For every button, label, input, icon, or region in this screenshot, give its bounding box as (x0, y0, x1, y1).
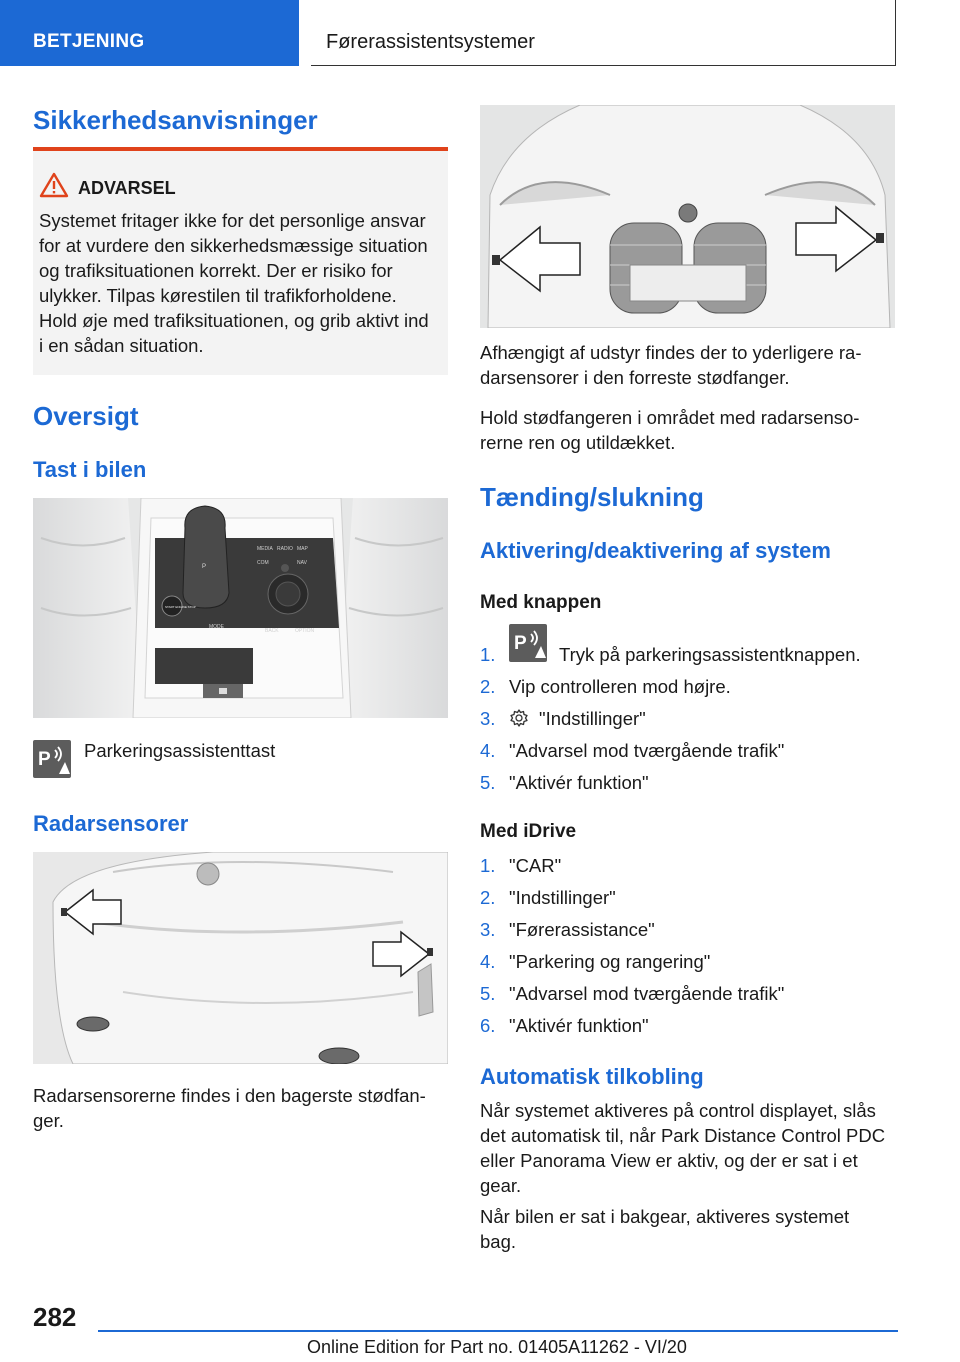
start-stop-label: START ENGINE STOP (165, 605, 196, 609)
front-radar-text (480, 340, 900, 390)
list-item (480, 853, 910, 885)
step-number: 3. (480, 919, 496, 940)
text-line: bag. (480, 1231, 517, 1252)
text-line: rerne ren og utildækket. (480, 432, 676, 453)
button-steps-list (480, 633, 910, 802)
step-number: 1. (480, 855, 496, 876)
list-item (480, 1013, 910, 1045)
mode-label: MODE (209, 624, 224, 630)
safety-heading: Sikkerhedsanvisninger (33, 105, 318, 135)
page-number: 282 (33, 1302, 77, 1332)
footer-edition: Online Edition for Part no. 01405A11262 - VI/20 (307, 1337, 687, 1357)
text-line: darsensorer i den forreste stødfanger. (480, 367, 790, 388)
step-text: "CAR" (509, 855, 562, 876)
footer-rule (98, 1330, 898, 1332)
step-number: 5. (480, 772, 496, 793)
step-number: 1. (480, 644, 496, 665)
auto-heading: Automatisk tilkobling (480, 1064, 704, 1089)
step-text: Tryk på parkeringsassistentknappen. (559, 644, 861, 665)
step-text: "Advarsel mod tværgående trafik" (509, 740, 785, 761)
warning-line: for at vurdere den sikkerhedsmæssige situation (39, 235, 428, 256)
reverse-text (480, 1204, 900, 1254)
step-text: "Førerassistance" (509, 919, 655, 940)
step-number: 2. (480, 676, 496, 697)
svg-text:P: P (38, 749, 51, 770)
step-number: 2. (480, 887, 496, 908)
step-text: "Advarsel mod tværgående trafik" (509, 983, 785, 1004)
list-item (480, 949, 910, 981)
map-label: MAP (297, 546, 308, 552)
warning-line: Systemet fritager ikke for det personlige ansvar (39, 210, 426, 231)
step-number: 5. (480, 983, 496, 1004)
step-text: "Parkering og rangering" (509, 951, 711, 972)
center-console-illustration (33, 498, 448, 718)
overview-heading: Oversigt (33, 401, 139, 431)
text-line: gear. (480, 1175, 522, 1196)
section-title: BETJENING (33, 31, 145, 52)
warning-triangle-icon (39, 172, 69, 198)
com-label: COM (257, 560, 269, 566)
step-number: 4. (480, 951, 496, 972)
warning-line: og trafiksituationen korrekt. Der er risiko for (39, 260, 393, 281)
pdc-button-caption: Parkeringsassistenttast (84, 740, 276, 761)
option-label: OPTION (295, 628, 315, 634)
text-line: eller Panorama View er aktiv, og der er sat i et (480, 1150, 858, 1171)
warning-line: i en sådan situation. (39, 335, 204, 356)
list-item (480, 674, 910, 706)
park-label: P (202, 564, 207, 570)
step-text: Vip controlleren mod højre. (509, 676, 731, 697)
radar-heading: Radarsensorer (33, 811, 189, 836)
step-number: 3. (480, 708, 496, 729)
text-line: Hold stødfangeren i området med radarsenso- (480, 407, 860, 428)
warning-line: ulykker. Tilpas kørestilen til trafikforholdene. (39, 285, 397, 306)
section-tab (0, 0, 299, 66)
activation-heading: Aktivering/deaktivering af system (480, 538, 831, 563)
text-line: det automatisk til, når Park Distance Control PDC (480, 1125, 886, 1146)
list-item (480, 633, 910, 674)
front-bumper-illustration (480, 105, 895, 328)
list-item (480, 738, 910, 770)
step-text: "Indstillinger" (539, 708, 646, 729)
step-text: "Aktivér funktion" (509, 1015, 649, 1036)
button-heading: Tast i bilen (33, 457, 147, 482)
list-item (480, 706, 910, 738)
chapter-title: Førerassistentsystemer (326, 31, 535, 53)
step-text: "Aktivér funktion" (509, 772, 649, 793)
warning-box (33, 147, 448, 375)
list-item (480, 981, 910, 1013)
gear-icon (509, 708, 529, 728)
nav-label: NAV (297, 560, 307, 566)
pdc-button-icon (33, 740, 71, 778)
text-line: Når systemet aktiveres på control displayet, slås (480, 1100, 876, 1121)
list-item (480, 917, 910, 949)
text-line: Afhængigt af udstyr findes der to yderligere ra- (480, 342, 862, 363)
step-number: 4. (480, 740, 496, 761)
with-button-heading: Med knappen (480, 592, 602, 613)
svg-text:P: P (514, 633, 527, 654)
text-line: Når bilen er sat i bakgear, aktiveres systemet (480, 1206, 850, 1227)
with-idrive-heading: Med iDrive (480, 821, 577, 842)
warning-line: Hold øje med trafiksituationen, og grib aktivt ind (39, 310, 429, 331)
pdc-button-icon (509, 624, 547, 662)
media-label: MEDIA (257, 546, 273, 552)
text-line: Radarsensorerne findes i den bagerste stødfan- (33, 1085, 426, 1106)
onoff-heading: Tænding/slukning (480, 482, 704, 512)
step-text: "Indstillinger" (509, 887, 616, 908)
warning-text (39, 208, 444, 358)
list-item (480, 770, 910, 802)
auto-text (480, 1098, 900, 1198)
chapter-tab (311, 0, 896, 66)
back-label: BACK (265, 628, 279, 634)
rear-bumper-illustration (33, 852, 448, 1064)
idrive-steps-list (480, 853, 910, 1045)
radio-label: RADIO (277, 546, 293, 552)
step-number: 6. (480, 1015, 496, 1036)
list-item (480, 885, 910, 917)
text-line: ger. (33, 1110, 64, 1131)
radar-text (33, 1083, 448, 1133)
clean-bumper-text (480, 405, 900, 455)
warning-title: ADVARSEL (78, 178, 176, 198)
